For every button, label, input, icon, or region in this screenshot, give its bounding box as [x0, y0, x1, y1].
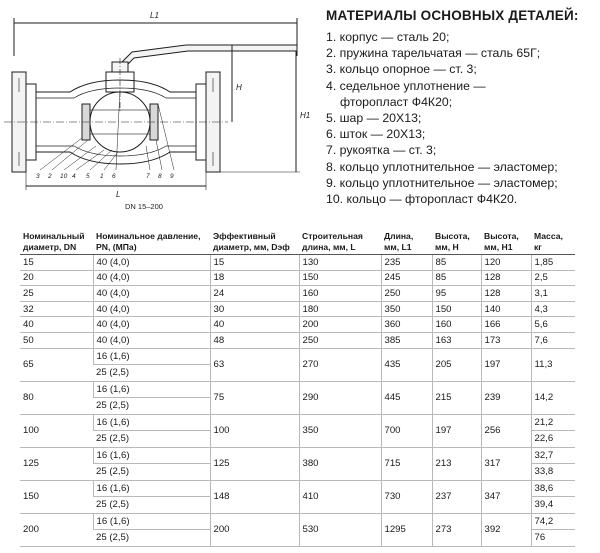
cell-l1: 715	[381, 447, 432, 480]
cell-dn: 125	[20, 447, 93, 480]
dim-label-l: L	[116, 190, 121, 199]
cell-l: 180	[299, 301, 381, 317]
cell-l: 530	[299, 513, 381, 546]
cell-deff: 30	[210, 301, 299, 317]
cell-deff: 100	[210, 414, 299, 447]
table-row	[20, 317, 575, 333]
cell-mass: 2,5	[531, 270, 575, 286]
cell-h1: 239	[481, 381, 531, 414]
cell-l1: 360	[381, 317, 432, 333]
callout-2: 2	[48, 173, 52, 180]
cell-h1: 140	[481, 301, 531, 317]
materials-item: 5. шар — 20Х13;	[326, 111, 422, 126]
dim-label-l1: L1	[150, 11, 159, 20]
table-row	[20, 447, 575, 464]
header-pn: Номинальное давление, PN, (МПа)	[93, 228, 210, 255]
cell-pn: 40 (4,0)	[93, 332, 210, 348]
cell-pn: 16 (1,6)	[93, 480, 210, 497]
cell-dn: 150	[20, 480, 93, 513]
cell-pn: 25 (2,5)	[93, 365, 210, 382]
cell-pn: 16 (1,6)	[93, 513, 210, 530]
callout-6: 6	[112, 173, 116, 180]
cell-dn: 25	[20, 286, 93, 302]
cell-dn: 40	[20, 317, 93, 333]
cell-l: 250	[299, 332, 381, 348]
cell-pn: 40 (4,0)	[93, 270, 210, 286]
cell-h1: 256	[481, 414, 531, 447]
cell-deff: 200	[210, 513, 299, 546]
cell-h: 85	[432, 255, 481, 271]
materials-title: МАТЕРИАЛЫ ОСНОВНЫХ ДЕТАЛЕЙ:	[326, 8, 579, 23]
cell-h1: 166	[481, 317, 531, 333]
cell-h: 213	[432, 447, 481, 480]
materials-item: 2. пружина тарельчатая — сталь 65Г;	[326, 46, 541, 61]
cell-l: 150	[299, 270, 381, 286]
dim-label-h1: H1	[300, 111, 310, 120]
cell-pn: 25 (2,5)	[93, 530, 210, 547]
cell-mass: 38,6	[531, 480, 575, 497]
cell-l1: 350	[381, 301, 432, 317]
cell-h: 150	[432, 301, 481, 317]
dim-label-h: H	[236, 83, 242, 92]
cell-mass: 32,7	[531, 447, 575, 464]
cell-h1: 173	[481, 332, 531, 348]
materials-item: фторопласт Ф4К20;	[340, 94, 453, 109]
table-row	[20, 286, 575, 302]
cell-deff: 75	[210, 381, 299, 414]
cell-deff: 15	[210, 255, 299, 271]
cell-mass: 3,1	[531, 286, 575, 302]
cell-h1: 347	[481, 480, 531, 513]
cell-l: 380	[299, 447, 381, 480]
cell-l1: 235	[381, 255, 432, 271]
materials-item: 4. седельное уплотнение —	[326, 78, 486, 93]
materials-item: 10. кольцо — фторопласт Ф4К20.	[326, 192, 518, 207]
cell-mass: 14,2	[531, 381, 575, 414]
cell-l1: 730	[381, 480, 432, 513]
cell-mass: 22,6	[531, 431, 575, 448]
cell-pn: 40 (4,0)	[93, 301, 210, 317]
cell-dn: 200	[20, 513, 93, 546]
cell-h: 197	[432, 414, 481, 447]
cell-deff: 148	[210, 480, 299, 513]
header-h: Высота, мм, H	[432, 228, 481, 255]
cell-mass: 11,3	[531, 348, 575, 381]
table-row	[20, 513, 575, 530]
header-deff: Эффективный диаметр, мм, Dэф	[210, 228, 299, 255]
callout-5: 5	[86, 173, 90, 180]
cell-h: 205	[432, 348, 481, 381]
callout-7: 7	[146, 173, 150, 180]
cell-pn: 16 (1,6)	[93, 381, 210, 398]
cell-h: 215	[432, 381, 481, 414]
cell-pn: 40 (4,0)	[93, 317, 210, 333]
materials-item: 9. кольцо уплотнительное — эластомер;	[326, 175, 558, 190]
table-row	[20, 332, 575, 348]
cell-dn: 15	[20, 255, 93, 271]
cell-h1: 120	[481, 255, 531, 271]
header-l: Строительная длина, мм, L	[299, 228, 381, 255]
cell-pn: 25 (2,5)	[93, 431, 210, 448]
header-mass: Масса, кг	[531, 228, 575, 255]
table-row	[20, 255, 575, 271]
cell-deff: 40	[210, 317, 299, 333]
cell-deff: 125	[210, 447, 299, 480]
cell-deff: 48	[210, 332, 299, 348]
cell-l: 130	[299, 255, 381, 271]
cell-h1: 128	[481, 286, 531, 302]
cell-h: 273	[432, 513, 481, 546]
cell-mass: 21,2	[531, 414, 575, 431]
cell-pn: 40 (4,0)	[93, 286, 210, 302]
cell-mass: 1,85	[531, 255, 575, 271]
table-row	[20, 301, 575, 317]
cell-l1: 245	[381, 270, 432, 286]
cell-pn: 16 (1,6)	[93, 447, 210, 464]
table-row	[20, 381, 575, 398]
header-l1: Длина, мм, L1	[381, 228, 432, 255]
cell-l1: 445	[381, 381, 432, 414]
cell-dn: 65	[20, 348, 93, 381]
cell-l: 410	[299, 480, 381, 513]
materials-item: 6. шток — 20Х13;	[326, 127, 426, 142]
header-dn: Номинальный диаметр, DN	[20, 228, 93, 255]
cell-l1: 435	[381, 348, 432, 381]
valve-drawing	[0, 0, 310, 215]
cell-mass: 5,6	[531, 317, 575, 333]
cell-h: 95	[432, 286, 481, 302]
table-header-row	[20, 228, 575, 255]
cell-mass: 33,8	[531, 464, 575, 481]
cell-h1: 128	[481, 270, 531, 286]
cell-pn: 25 (2,5)	[93, 464, 210, 481]
cell-deff: 24	[210, 286, 299, 302]
cell-l: 270	[299, 348, 381, 381]
cell-mass: 76	[531, 530, 575, 547]
cell-mass: 74,2	[531, 513, 575, 530]
callout-10: 10	[60, 173, 68, 180]
table-row	[20, 480, 575, 497]
cell-l1: 250	[381, 286, 432, 302]
cell-l: 200	[299, 317, 381, 333]
cell-dn: 100	[20, 414, 93, 447]
cell-pn: 16 (1,6)	[93, 414, 210, 431]
cell-l: 350	[299, 414, 381, 447]
materials-list	[326, 29, 598, 207]
spec-table	[20, 228, 575, 547]
cell-pn: 40 (4,0)	[93, 255, 210, 271]
cell-pn: 25 (2,5)	[93, 398, 210, 415]
materials-item: 3. кольцо опорное — ст. 3;	[326, 62, 477, 77]
cell-h: 237	[432, 480, 481, 513]
callout-9: 9	[170, 173, 174, 180]
cell-l1: 700	[381, 414, 432, 447]
cell-mass: 7,6	[531, 332, 575, 348]
cell-h: 160	[432, 317, 481, 333]
cell-deff: 18	[210, 270, 299, 286]
cell-l1: 1295	[381, 513, 432, 546]
callout-3: 3	[36, 173, 40, 180]
cell-mass: 39,4	[531, 497, 575, 514]
callout-1: 1	[100, 173, 104, 180]
cell-dn: 20	[20, 270, 93, 286]
table-row	[20, 414, 575, 431]
cell-dn: 80	[20, 381, 93, 414]
cell-h1: 317	[481, 447, 531, 480]
cell-dn: 50	[20, 332, 93, 348]
materials-item: 7. рукоятка — ст. 3;	[326, 143, 437, 158]
callout-4: 4	[72, 173, 76, 180]
materials-item: 1. корпус — сталь 20;	[326, 30, 450, 44]
table-row	[20, 348, 575, 365]
header-h1: Высота, мм, H1	[481, 228, 531, 255]
cell-h1: 392	[481, 513, 531, 546]
cell-h1: 197	[481, 348, 531, 381]
cell-l1: 385	[381, 332, 432, 348]
cell-l: 160	[299, 286, 381, 302]
cell-l: 290	[299, 381, 381, 414]
table-row	[20, 270, 575, 286]
cell-dn: 32	[20, 301, 93, 317]
cell-pn: 16 (1,6)	[93, 348, 210, 365]
cell-pn: 25 (2,5)	[93, 497, 210, 514]
materials-item: 8. кольцо уплотнительное — эластомер;	[326, 159, 558, 174]
cell-mass: 4,3	[531, 301, 575, 317]
drawing-caption: DN 15–200	[125, 202, 163, 211]
cell-deff: 63	[210, 348, 299, 381]
callout-8: 8	[158, 173, 162, 180]
cell-h: 85	[432, 270, 481, 286]
materials-section	[326, 8, 598, 207]
table-body	[20, 255, 575, 547]
cell-h: 163	[432, 332, 481, 348]
